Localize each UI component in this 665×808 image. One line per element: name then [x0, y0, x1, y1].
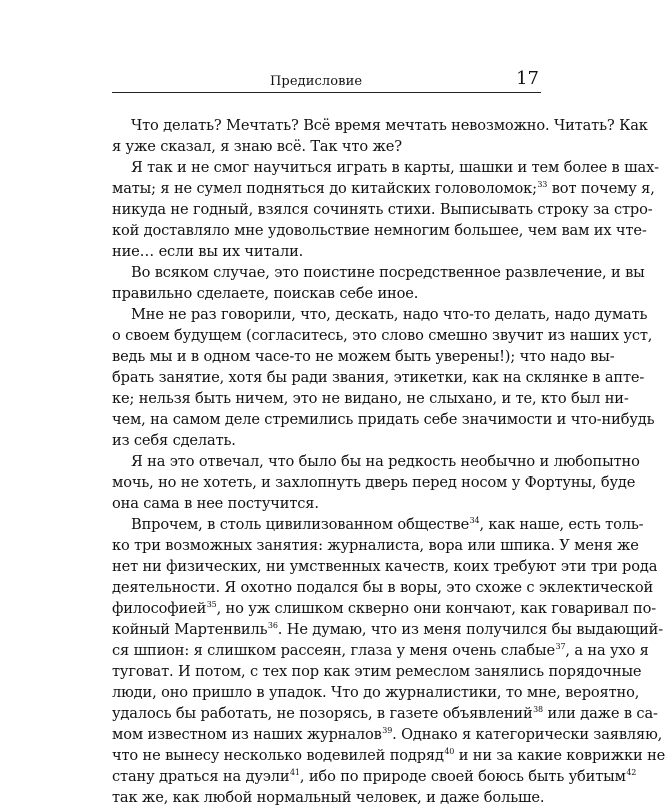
- footnote-ref: 41: [289, 768, 300, 777]
- line-text: философией: [112, 600, 207, 617]
- line-text: Что делать? Мечтать? Всё время мечтать невозможно. Читать? Как: [131, 117, 648, 134]
- text-line: [112, 199, 653, 220]
- text-line: [112, 472, 636, 493]
- page-number: 17: [516, 68, 539, 89]
- line-text: Впрочем, в столь цивилизованном обществе: [131, 516, 470, 533]
- line-text: . Однако я категорически заявляю,: [392, 726, 663, 743]
- text-line: [112, 661, 642, 682]
- line-text: и ни за какие коврижки не: [454, 747, 665, 764]
- footnote-ref: 40: [444, 747, 455, 756]
- text-line: [112, 535, 639, 556]
- text-line: [112, 556, 658, 577]
- line-text: , но уж слишком скверно они кончают, как говаривал по-: [216, 600, 657, 617]
- text-line: [112, 262, 645, 283]
- header-rule: [112, 92, 541, 93]
- line-text: люди, оно пришло в упадок. Что до журналистики, то мне, вероятно,: [112, 684, 640, 701]
- text-line: [112, 367, 645, 388]
- line-text: ке; нельзя быть ничем, это не видано, не слыхано, и те, кто был ни-: [112, 390, 629, 407]
- line-text: брать занятие, хотя бы ради звания, этикетки, как на склянке в апте-: [112, 369, 645, 386]
- line-text: Мне не раз говорили, что, дескать, надо что-то делать, надо думать: [131, 306, 648, 323]
- text-line: [112, 220, 647, 241]
- line-text: или даже в са-: [542, 705, 658, 722]
- text-line: [112, 787, 545, 808]
- line-text: Я так и не смог научиться играть в карты, шашки и тем более в шах-: [131, 159, 659, 176]
- line-text: , ибо по природе своей боюсь быть убитым: [299, 768, 626, 785]
- line-text: ние… если вы их читали.: [112, 243, 304, 260]
- text-line: [112, 178, 655, 199]
- line-text: . Не думаю, что из меня получился бы выдающий-: [277, 621, 664, 638]
- line-text: я уже сказал, я знаю всё. Так что же?: [112, 138, 402, 155]
- text-line: [112, 283, 541, 304]
- line-text: , как наше, есть толь-: [479, 516, 644, 533]
- line-text: нет ни физических, ни умственных качеств, коих требуют эти три рода: [112, 558, 658, 575]
- footnote-ref: 36: [267, 621, 278, 630]
- line-text: ведь мы и в одном часе-то не можем быть уверены!); что надо вы-: [112, 348, 615, 365]
- line-text: кой доставляло мне удовольствие немногим большее, чем вам их чте-: [112, 222, 647, 239]
- text-line: [112, 577, 654, 598]
- text-line: [112, 514, 644, 535]
- footnote-ref: 38: [533, 705, 543, 714]
- footnote-ref: 33: [537, 180, 548, 189]
- line-text: Во всяком случае, это поистине посредственное развлечение, и вы: [131, 264, 645, 281]
- text-line: [112, 724, 663, 745]
- footnote-ref: 37: [555, 642, 566, 651]
- text-line: [112, 766, 637, 787]
- line-text: мочь, но не хотеть, и захлопнуть дверь перед носом у Фортуны, буде: [112, 474, 636, 491]
- text-line: [112, 598, 657, 619]
- text-line: [112, 430, 541, 451]
- running-title: Предисловие: [270, 74, 363, 89]
- line-text: о своем будущем (согласитесь, это слово смешно звучит из наших уст,: [112, 327, 653, 344]
- line-text: удалось бы работать, не позорясь, в газете объявлений: [112, 705, 533, 722]
- text-line: [112, 640, 649, 661]
- line-text: маты; я не сумел подняться до китайских головоломок;: [112, 180, 537, 197]
- line-text: Я на это отвечал, что было бы на редкость необычно и любопытно: [131, 453, 640, 470]
- running-head: [112, 62, 541, 90]
- text-line: [112, 241, 541, 262]
- line-text: мом известном из наших журналов: [112, 726, 382, 743]
- line-text: она сама в нее постучится.: [112, 495, 319, 512]
- line-text: ся шпион: я слишком рассеян, глаза у меня очень слабые: [112, 642, 555, 659]
- text-line: [112, 745, 665, 766]
- line-text: так же, как любой нормальный человек, и даже больше.: [112, 789, 545, 806]
- line-text: чем, на самом деле стремились придать себе значимости и что-нибудь: [112, 411, 655, 428]
- body-text: [112, 115, 665, 808]
- footnote-ref: 34: [469, 516, 480, 525]
- text-line: [112, 346, 615, 367]
- text-line: [112, 682, 640, 703]
- text-line: [112, 136, 541, 157]
- line-text: туговат. И потом, с тех пор как этим ремеслом занялись порядочные: [112, 663, 642, 680]
- line-text: ко три возможных занятия: журналиста, вора или шпика. У меня же: [112, 537, 639, 554]
- text-line: [112, 115, 648, 136]
- footnote-ref: 39: [382, 726, 393, 735]
- line-text: правильно сделаете, поискав себе иное.: [112, 285, 419, 302]
- line-text: что не вынесу несколько водевилей подряд: [112, 747, 444, 764]
- footnote-ref: 35: [206, 600, 217, 609]
- text-line: [112, 388, 629, 409]
- line-text: деятельности. Я охотно подался бы в воры, это схоже с эклектической: [112, 579, 654, 596]
- footnote-ref: 42: [626, 768, 637, 777]
- text-line: [112, 409, 655, 430]
- line-text: из себя сделать.: [112, 432, 236, 449]
- line-text: никуда не годный, взялся сочинять стихи. Выписывать строку за стро-: [112, 201, 653, 218]
- line-text: стану драться на дуэли: [112, 768, 290, 785]
- text-line: [112, 703, 658, 724]
- text-line: [112, 157, 659, 178]
- text-line: [112, 493, 541, 514]
- text-line: [112, 304, 648, 325]
- line-text: койный Мартенвиль: [112, 621, 268, 638]
- text-line: [112, 325, 653, 346]
- line-text: , а на ухо я: [565, 642, 649, 659]
- line-text: вот почему я,: [547, 180, 655, 197]
- text-line: [112, 619, 664, 640]
- text-line: [112, 451, 640, 472]
